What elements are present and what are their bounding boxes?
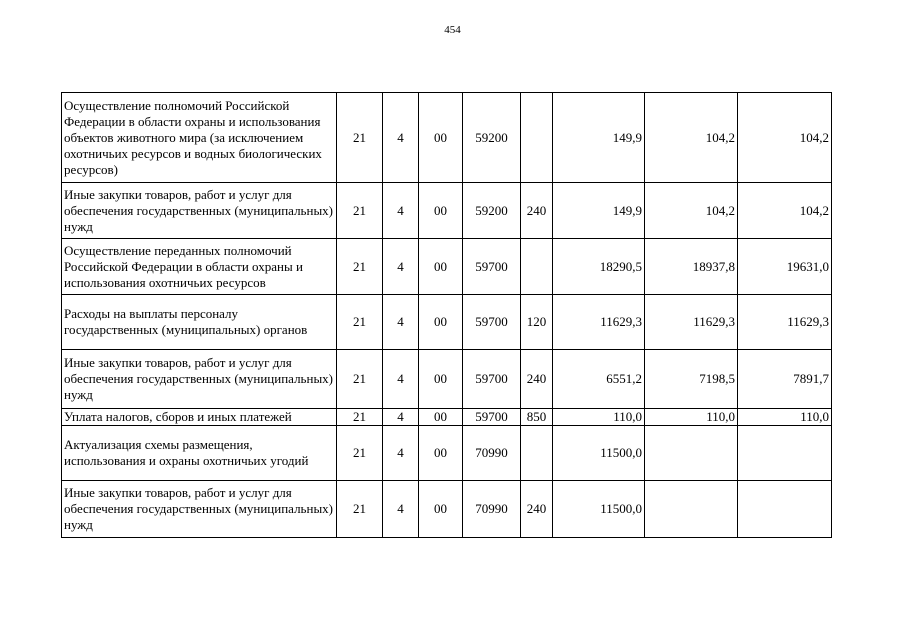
section-code: 4 [383, 183, 419, 239]
subsection-code: 00 [419, 295, 463, 350]
amount-year-1: 6551,2 [553, 350, 645, 409]
amount-year-3: 11629,3 [738, 295, 832, 350]
amount-year-1: 11629,3 [553, 295, 645, 350]
target-code: 70990 [463, 481, 521, 538]
chapter-code: 21 [337, 481, 383, 538]
row-name: Осуществление переданных полномочий Российской Федерации в области охраны и использования охотничьих ресурсов [62, 239, 337, 295]
amount-year-1: 149,9 [553, 93, 645, 183]
table-row [62, 239, 832, 295]
amount-year-2 [645, 481, 738, 538]
chapter-code: 21 [337, 93, 383, 183]
section-code: 4 [383, 295, 419, 350]
target-code: 59700 [463, 350, 521, 409]
row-name: Актуализация схемы размещения, использования и охраны охотничьих угодий [62, 426, 337, 481]
target-code: 59700 [463, 239, 521, 295]
amount-year-1: 149,9 [553, 183, 645, 239]
row-name: Иные закупки товаров, работ и услуг для обеспечения государственных (муниципальных) нужд [62, 183, 337, 239]
expense-type-code [521, 93, 553, 183]
row-name: Расходы на выплаты персоналу государственных (муниципальных) органов [62, 295, 337, 350]
amount-year-2: 110,0 [645, 409, 738, 426]
amount-year-2 [645, 426, 738, 481]
section-code: 4 [383, 409, 419, 426]
page-number: 454 [444, 24, 461, 36]
subsection-code: 00 [419, 93, 463, 183]
amount-year-3 [738, 481, 832, 538]
chapter-code: 21 [337, 350, 383, 409]
chapter-code: 21 [337, 239, 383, 295]
amount-year-2: 11629,3 [645, 295, 738, 350]
expense-type-code [521, 239, 553, 295]
amount-year-3: 104,2 [738, 93, 832, 183]
chapter-code: 21 [337, 426, 383, 481]
subsection-code: 00 [419, 350, 463, 409]
row-name: Иные закупки товаров, работ и услуг для обеспечения государственных (муниципальных) нужд [62, 481, 337, 538]
target-code: 70990 [463, 426, 521, 481]
table-row [62, 93, 832, 183]
chapter-code: 21 [337, 295, 383, 350]
subsection-code: 00 [419, 409, 463, 426]
expense-type-code: 240 [521, 350, 553, 409]
row-name: Уплата налогов, сборов и иных платежей [62, 409, 337, 426]
amount-year-1: 11500,0 [553, 481, 645, 538]
table-row [62, 350, 832, 409]
target-code: 59700 [463, 409, 521, 426]
table-row [62, 481, 832, 538]
subsection-code: 00 [419, 426, 463, 481]
amount-year-2: 18937,8 [645, 239, 738, 295]
expense-type-code: 850 [521, 409, 553, 426]
amount-year-3: 7891,7 [738, 350, 832, 409]
expense-type-code [521, 426, 553, 481]
table-row [62, 409, 832, 426]
section-code: 4 [383, 481, 419, 538]
subsection-code: 00 [419, 239, 463, 295]
amount-year-1: 18290,5 [553, 239, 645, 295]
amount-year-1: 110,0 [553, 409, 645, 426]
expense-type-code: 240 [521, 183, 553, 239]
amount-year-1: 11500,0 [553, 426, 645, 481]
target-code: 59700 [463, 295, 521, 350]
section-code: 4 [383, 93, 419, 183]
subsection-code: 00 [419, 481, 463, 538]
budget-table [61, 92, 832, 538]
amount-year-3: 110,0 [738, 409, 832, 426]
target-code: 59200 [463, 93, 521, 183]
amount-year-3: 104,2 [738, 183, 832, 239]
amount-year-2: 7198,5 [645, 350, 738, 409]
row-name: Иные закупки товаров, работ и услуг для обеспечения государственных (муниципальных) нужд [62, 350, 337, 409]
expense-type-code: 240 [521, 481, 553, 538]
subsection-code: 00 [419, 183, 463, 239]
amount-year-2: 104,2 [645, 93, 738, 183]
section-code: 4 [383, 239, 419, 295]
chapter-code: 21 [337, 183, 383, 239]
table-row [62, 426, 832, 481]
row-name: Осуществление полномочий Российской Федерации в области охраны и использования объектов животного мира (за исключением охотничьих ресурсов и водных биологических ресурсов) [62, 93, 337, 183]
table-row [62, 183, 832, 239]
table-row [62, 295, 832, 350]
amount-year-2: 104,2 [645, 183, 738, 239]
chapter-code: 21 [337, 409, 383, 426]
section-code: 4 [383, 350, 419, 409]
amount-year-3: 19631,0 [738, 239, 832, 295]
amount-year-3 [738, 426, 832, 481]
section-code: 4 [383, 426, 419, 481]
target-code: 59200 [463, 183, 521, 239]
expense-type-code: 120 [521, 295, 553, 350]
